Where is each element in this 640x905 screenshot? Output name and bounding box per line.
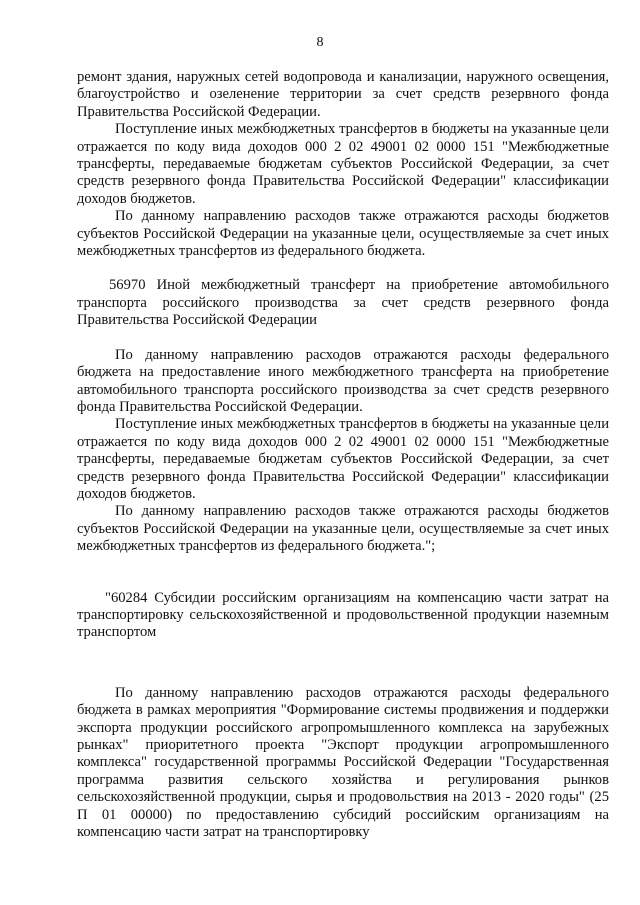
paragraph-3: По данному направлению расходов также отражаются расходы бюджетов субъектов Российской Федерации на указанные цели, осуществляемые за счет иных межбюджетных трансфертов из федерального бюджета.	[77, 208, 609, 260]
document-body	[77, 69, 609, 841]
paragraph-2: Поступление иных межбюджетных трансфертов в бюджеты на указанные цели отражается по коду вида доходов 000 2 02 49001 02 0000 151 "Межбюджетные трансферты, передаваемые бюджетам субъектов Российской Федерации, за счет средств резервного фонда Правительства Российской Федерации" классификации доходов бюджетов.	[77, 121, 609, 207]
paragraph-9: По данному направлению расходов отражаются расходы федерального бюджета в рамках мероприятия "Формирование системы продвижения и поддержки экспорта продукции российского агропромышленного комплекса на зарубежных рынках" приоритетного проекта "Экспорт продукции агропромышленного комплекса" государственной программы Российской Федерации "Государственная программа развития сельского хозяйства и регулирования рынков сельскохозяйственной продукции, сырья и продовольствия на 2013 - 2020 годы" (25 П 01 00000) по предоставлению субсидий российским организациям на компенсацию части затрат на транспортировку	[77, 684, 609, 841]
paragraph-6: Поступление иных межбюджетных трансфертов в бюджеты на указанные цели отражается по коду вида доходов 000 2 02 49001 02 0000 151 "Межбюджетные трансферты, передаваемые бюджетам субъектов Российской Федерации, за счет средств резервного фонда Правительства Российской Федерации" классификации доходов бюджетов.	[77, 416, 609, 502]
paragraph-7: По данному направлению расходов также отражаются расходы бюджетов субъектов Российской Федерации на указанные цели, осуществляемые за счет иных межбюджетных трансфертов из федерального бюджета.";	[77, 503, 609, 555]
page-number: 8	[316, 35, 324, 50]
section-heading-60284: "60284 Субсидии российским организациям на компенсацию части затрат на транспортировку сельскохозяйственной и продовольственной продукции наземным транспортом	[77, 589, 609, 641]
paragraph-1: ремонт здания, наружных сетей водопровода и канализации, наружного освещения, благоустройство и озеленение территории за счет средств резервного фонда Правительства Российской Федерации.	[77, 69, 609, 120]
paragraph-5: По данному направлению расходов отражаются расходы федерального бюджета на предоставление иного межбюджетного трансферта на приобретение автомобильного транспорта российского производства за счет средств резервного фонда Правительства Российской Федерации.	[77, 346, 609, 415]
section-heading-56970: 56970 Иной межбюджетный трансферт на приобретение автомобильного транспорта российского производства за счет средств резервного фонда Правительства Российской Федерации	[77, 277, 609, 329]
